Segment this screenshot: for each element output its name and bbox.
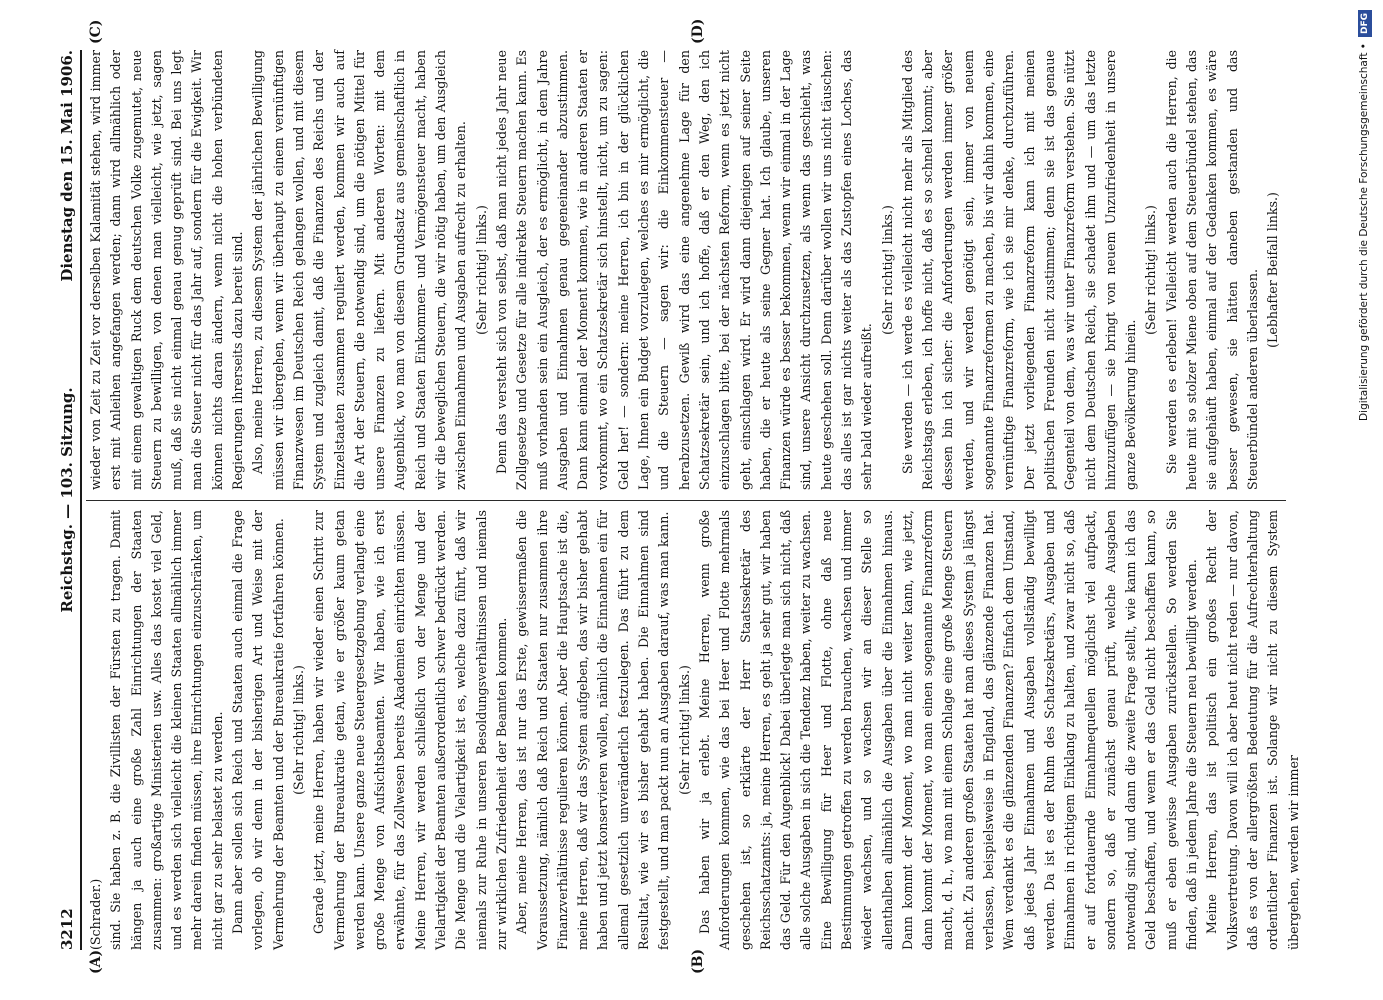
right-column (86, 50, 1286, 490)
page-number: 3212 (58, 908, 76, 950)
column-separator (86, 500, 1286, 501)
margin-marker-a: (A) (88, 949, 104, 974)
left-column (86, 510, 1301, 950)
paragraph: Gerade jetzt, meine Herren, haben wir wieder einen Schritt zur Vermehrung der Bureaukratie getan, wie er größer kaum getan werden kann. Unsere ganze neue Steuergesetzgebung verlangt eine große Menge von Aufsichtsbeamten. Wir haben, wie ich erst erwähnte, für das Zollwesen bereits Akademien einrichten müssen. Meine Herren, wir werden schließlich von der Menge und der Vielartigkeit der Beamten außerordentlich schwer bedrückt werden. Die Menge und die Vielartigkeit ist es, welche dazu führt, daß wir niemals zur Ruhe in unseren Besoldungsverhältnissen und niemals zur wirklichen Zufriedenheit der Beamten kommen. (311, 510, 509, 950)
margin-marker-b: (B) (690, 948, 706, 974)
paragraph: Also, meine Herren, zu diesem System der jährlichen Bewilligung müssen wir übergehen, wenn wir überhaupt zu einem vernünftigen Finanzwesen im Deutschen Reich gelangen wollen, und mit diesem System und zugleich damit, daß die Finanzen des Reichs und der Einzelstaaten zusammen reguliert werden, kommen wir auch auf die Art der Steuern, die notwendig sind, um die nötigen Mittel für unsere Finanzen zu liefern. Mit anderen Worten: mit dem Augenblick, wo man von diesem Grundsatz aus gemeinschaftlich in Reich und Staaten Einkommen- und Vermögensteuer macht, haben wir die beweglichen Steuern, die wir nötig haben, um den Ausgleich zwischen Einnahmen und Ausgaben aufrecht zu erhalten. (250, 50, 469, 490)
session-title: Reichstag. — 103. Sitzung. (58, 387, 76, 613)
dfg-logo: DFG (1358, 10, 1372, 37)
interjection: (Sehr richtig! links.) (473, 205, 489, 335)
paragraph: Denn das versteht sich von selbst, daß man nicht jedes Jahr neue Zollgesetze und Gesetze für alle indirekte Steuern machen kann. Es muß vorhanden sein ein Ausgleich, der es ermöglicht, in dem Jahre Ausgaben und Einnahmen genau gegeneinander abzustimmen. Dann kann einmal der Moment kommen, wie in anderen Staaten er vorkommt, wo ein Schatzsekretär sich hinstellt, nicht, um zu sagen: Geld her! — sondern: meine Herren, ich bin in der glücklichen Lage, Ihnen ein Budget vorzulegen, welches es mir ermöglicht, die und die Steuern — sagen wir: die Einkommensteuer — herabzusetzen. Gewiß wird das eine angenehme Lage für den Schatzsekretär sein, und ich hoffe, daß er den Weg, den ich einzuschlagen bitte, bei der nächsten Reform, wenn es jetzt nicht geht, einschlagen wird. Er wird dann diejenigen auf seiner Seite haben, die er heute als seine Gegner hat. Ich glaube, unseren Finanzen würde es besser bekommen, wenn wir einmal in der Lage sind, unsere Ansicht durchzusetzen, als wenn das geschieht, was heute geschehen soll. Denn darüber wollen wir uns nicht täuschen: das alles ist gar nichts weiter als das Zustopfen eines Loches, das sehr bald wieder aufreißt. (493, 50, 875, 490)
interjection: (Sehr richtig! links.) (1143, 205, 1159, 335)
funding-note (1352, 10, 1376, 990)
interjection: (Sehr richtig! links.) (676, 665, 692, 795)
paragraph: wieder von Zeit zu Zeit vor derselben Kalamität stehen, wird immer erst mit Anleihen angefangen werden; dann wird allmählich oder mit einem gewaltigen Ruck dem deutschen Volke zugemutet, neue Steuern zu bewilligen, von denen man vielleicht, wie jetzt, sagen muß, daß sie nicht einmal genau genug geprüft sind. Bei uns legt man die Steuer nicht für das Jahr auf, sondern für die Ewigkeit. Wir können nichts daran ändern, wenn nicht die hohen verbündeten Regierungen ihrerseits dazu bereit sind. (88, 50, 246, 490)
paragraph: Meine Herren, das ist politisch ein großes Recht der Volksvertretung. Davon will ich aber heut nicht reden — nur davon, daß es von der allergrößten Bedeutung für die Aufrechterhaltung ordentlicher Finanzen ist. Solange wir nicht zu diesem System übergehen, werden wir immer (1204, 510, 1301, 950)
funding-note-text: Digitalisierung gefördert durch die Deutsche Forschungsgemeinschaft • (1358, 43, 1370, 421)
paragraph: Sie werden es erleben! Vielleicht werden auch die Herren, die heute mit so stolzer Miene oben auf dem Steuerbündel stehen, das sie aufgehäuft haben, einmal auf der Gedanken kommen, es wäre besser gewesen, sie hätten daneben gestanden und das Steuerbündel anderen überlassen. (1163, 50, 1260, 490)
paragraph: Das haben wir ja erlebt. Meine Herren, wenn große Anforderungen kommen, wie das bei Heer und Flotte mehrmals geschehen ist, so erklärte der Herr Staatssekretär des Reichsschatzamts: ja, meine Herren, es geht ja sehr gut, wir haben das Geld. Für den Augenblick! Dabei überlegte man sich nicht, daß alle solche Ausgaben in sich die Tendenz haben, weiter zu wachsen. Eine Bewilligung für Heer und Flotte, ohne daß neue Bestimmungen getroffen zu werden brauchen, wachsen und immer wieder wachsen, und so wachsen wir an dieser Stelle so allenthalben allmählich die Ausgaben über die Einnahmen hinaus. Dann kommt der Moment, wo man nicht weiter kann, wie jetzt, dann kommt der Moment, wo man einen sogenannte Finanzreform macht, d. h., wo man mit einem Schlage eine große Menge Steuern macht. Zu anderen großen Staaten hat man dieses System ja längst verlassen, beispielsweise in England, das glänzende Finanzen hat. Wem verdankt es die glänzenden Finanzen? Einfach dem Umstand, daß jedes Jahr Einnahmen und Ausgaben vollständig bewilligt werden. Da ist es der Ruhm des Schatzsekretärs, Ausgaben und Einnahmen in richtigem Einklang zu halten, und zwar nicht so, daß er auf fortdauernde Einnahmequellen möglichst viel aufpackt, sondern so, daß er zunächst genau prüft, welche Ausgaben notwendig sind, und dann die zweite Frage stellt, wie kann ich das Geld beschaffen, und wenn er das Geld nicht beschaffen kann, so muß er eben gewisse Ausgaben zurückstellen. So werden Sie finden, daß in jedem Jahre die Steuern neu bewilligt werden. (696, 510, 1200, 950)
header-rule (80, 50, 82, 950)
interjection: (Lebhafter Beifall links.) (1265, 192, 1281, 348)
speaker-label: (Schrader.) (88, 878, 103, 950)
page-header (58, 50, 78, 950)
paragraph: Sie werden — ich werde es vielleicht nicht mehr als Mitglied des Reichstags erleben, ich hoffe nicht, daß es so schnell kommt; aber dessen bin ich sicher: die Anforderungen werden immer größer werden, und wir werden genötigt sein, immer von neuem sogenannte Finanzreformen zu machen, bis wir dahin kommen, eine vernünftige Finanzreform, wie ich sie mir denke, durchzuführen. Der jetzt vorliegenden Finanzreform kann ich mit meinen politischen Freunden nicht zustimmen; denn sie ist das genaue Gegenteil von dem, was wir unter Finanzreform verstehen. Sie nützt nicht dem Deutschen Reich, sie schadet ihm und — um das letzte hinzuzufügen — sie bringt von neuem Unzufriedenheit in unsere ganze Bevölkerung hinein. (899, 50, 1139, 490)
paragraph: sind. Sie haben z. B. die Zivillisten der Fürsten zu tragen. Damit hängen ja auch eine große Zahl Einrichtungen der Staaten zusammen: großartige Ministerien usw. Alles das kostet viel Geld, und es werden sich vielleicht die kleinen Staaten allmählich immer mehr darein finden müssen, ihre Einrichtungen einzuschränken, um nicht gar zu sehr belastet zu werden. (108, 510, 225, 950)
session-date: Dienstag den 15. Mai 1906. (58, 50, 76, 282)
interjection: (Sehr richtig! links.) (290, 665, 306, 795)
margin-marker-c: (C) (88, 19, 104, 44)
interjection: (Sehr richtig! links.) (879, 205, 895, 335)
paragraph: Aber, meine Herren, das ist nur das Erste, gewissermaßen die Voraussetzung, nämlich daß Reich und Staaten nur zusammen ihre Finanzverhältnisse regulieren können. Aber die Hauptsache ist die, meine Herren, daß wir das System aufgeben, das wir bisher gehabt haben und jetzt konservieren wollen, nämlich die Einnahmen ein für allemal gesetzlich unveränderlich festzulegen. Das führt zu dem Resultat, wie wir es bisher gehabt haben. Die Einnahmen sind festgestellt, und man packt nun an Ausgaben darauf, was man kann. (514, 510, 672, 950)
margin-marker-d: (D) (690, 18, 706, 44)
paragraph: Dann aber sollen sich Reich und Staaten auch einmal die Frage vorlegen, ob wir denn in der bisherigen Art und Weise mit der Vermehrung der Beamten und der Bureaukratie fortfahren können. (230, 510, 286, 950)
